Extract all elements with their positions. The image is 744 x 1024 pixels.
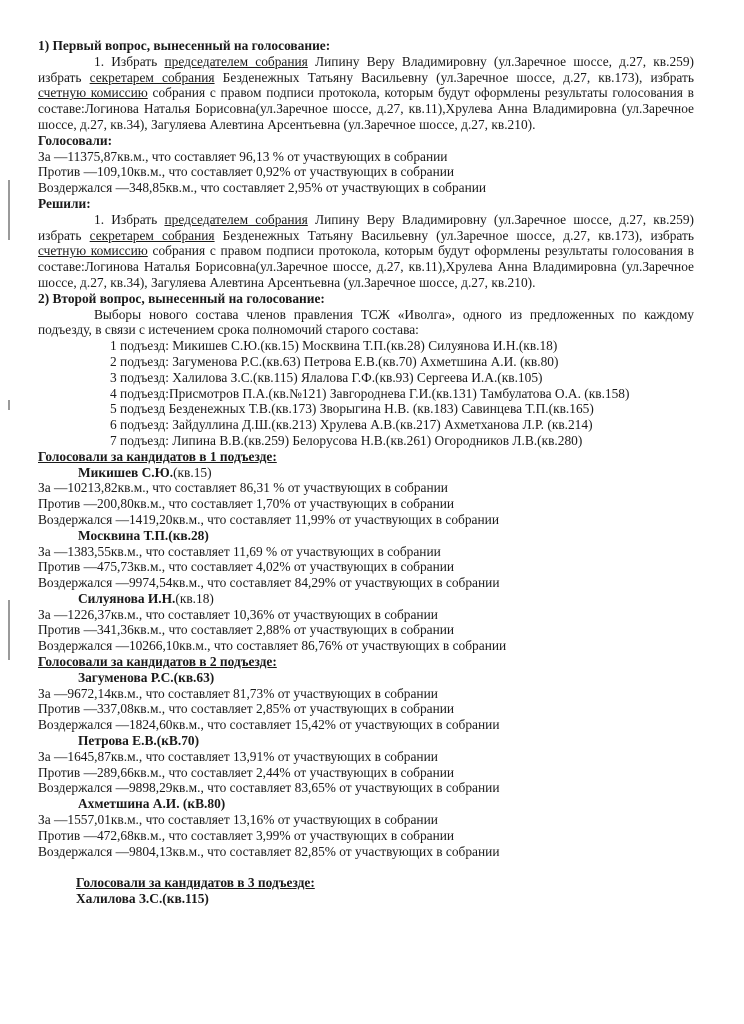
entrance-item: 4 подъезд:Присмотров П.А.(кв.№121) Завгороднева Г.И.(кв.131) Тамбулатова О.А. (кв.158) <box>110 385 630 401</box>
q1-voted-label: Голосовали: <box>38 132 113 148</box>
vote-abstain: Воздержался —9898,29кв.м., что составляет 83,65% от участвующих в собрании <box>38 780 500 796</box>
q2-heading: 2) Второй вопрос, вынесенный на голосование: <box>38 290 325 306</box>
vote-for: За —11375,87кв.м., что составляет 96,13 % от участвующих в собрании <box>38 148 448 164</box>
scan-artifact <box>8 400 10 410</box>
entrance-item: 5 подъезд Безденежных Т.В.(кв.173) Зворыгина Н.В. (кв.183) Савинцева Т.П.(кв.165) <box>110 401 594 417</box>
candidate-name: Силуянова И.Н.(кв.18) <box>78 590 214 606</box>
candidate-name: Загуменова Р.С.(кв.63) <box>78 669 215 685</box>
q1-heading: 1) Первый вопрос, вынесенный на голосование: <box>38 38 331 53</box>
vote-abstain: Воздержался —1419,20кв.м., что составляет 11,99% от участвующих в собрании <box>38 511 499 527</box>
entrance-item: 3 подъезд: Халилова З.С.(кв.115) Ялалова Г.Ф.(кв.93) Сергеева И.А.(кв.105) <box>110 369 543 385</box>
vote-against: Против —337,08кв.м., что составляет 2,85% от участвующих в собрании <box>38 701 455 717</box>
vote-for: За —1226,37кв.м., что составляет 10,36% от участвующих в собрании <box>38 606 438 622</box>
entrance-item: 2 подъезд: Загуменова Р.С.(кв.63) Петрова Е.В.(кв.70) Ахметшина А.И. (кв.80) <box>110 353 559 369</box>
candidate-name: Петрова Е.В.(кВ.70) <box>78 733 200 749</box>
scan-artifact <box>8 600 10 660</box>
vote-against: Против —289,66кв.м., что составляет 2,44% от участвующих в собрании <box>38 764 455 780</box>
vote-for: За —9672,14кв.м., что составляет 81,73% от участвующих в собрании <box>38 685 438 701</box>
vote-for: За —10213,82кв.м., что составляет 86,31 % от участвующих в собрании <box>38 480 448 496</box>
vote-abstain: Воздержался —348,85кв.м., что составляет 2,95% от участвующих в собрании <box>38 180 487 196</box>
entrance-item: 6 подъезд: Зайдуллина Д.Ш.(кв.213) Хрулева А.В.(кв.217) Ахметханова Л.Р. (кв.214) <box>110 417 593 433</box>
vote-against: Против —472,68кв.м., что составляет 3,99% от участвующих в собрании <box>38 827 455 843</box>
scan-artifact <box>8 180 10 240</box>
group3-heading: Голосовали за кандидатов в 3 подъезде: <box>76 875 315 891</box>
group1-heading: Голосовали за кандидатов в 1 подъезде: <box>38 448 277 464</box>
q2-intro: Выборы нового состава членов правления ТСЖ «Иволга», одного из предложенных по каждому подъезду, в связи с истечением срока полномочий старого состава: <box>38 306 694 338</box>
q1-decision: 1. Избрать председателем собрания Липину Веру Владимировну (ул.Заречное шоссе, д.27, кв.259) избрать секретарем собрания Безденежных Татьяну Васильевну (ул.Заречное шоссе, д.27, кв.173), избрать счетную комиссию собрания с правом подписи протокола, которым будут оформлены результаты голосования в составе:Логинова Наталья Борисовна(ул.Заречное шоссе, д.27, кв.11),Хрулева Анна Владимировна (ул.Заречное шоссе, д.27, кв.34), Загуляева Алевтина Арсентьевна (ул.Заречное шоссе, д.27, кв.210). <box>38 211 694 290</box>
vote-against: Против —200,80кв.м., что составляет 1,70% от участвующих в собрании <box>38 496 455 512</box>
vote-against: Против —475,73кв.м., что составляет 4,02% от участвующих в собрании <box>38 559 455 575</box>
entrance-list <box>38 338 694 449</box>
vote-for: За —1383,55кв.м., что составляет 11,69 % от участвующих в собрании <box>38 543 441 559</box>
group2-heading: Голосовали за кандидатов в 2 подъезде: <box>38 654 277 670</box>
candidate-name: Ахметшина А.И. (кВ.80) <box>78 796 226 812</box>
protocol-page <box>38 38 694 907</box>
q1-decided-label: Решили: <box>38 195 91 211</box>
vote-against: Против —341,36кв.м., что составляет 2,88% от участвующих в собрании <box>38 622 455 638</box>
entrance-item: 1 подъезд: Микишев С.Ю.(кв.15) Москвина Т.П.(кв.28) Силуянова И.Н.(кв.18) <box>110 338 558 354</box>
candidate-name: Москвина Т.П.(кв.28) <box>78 527 209 543</box>
vote-against: Против —109,10кв.м., что составляет 0,92% от участвующих в собрании <box>38 164 455 180</box>
candidate-name: Халилова З.С.(кв.115) <box>76 891 209 907</box>
vote-abstain: Воздержался —9804,13кв.м., что составляет 82,85% от участвующих в собрании <box>38 843 500 859</box>
spacer <box>38 859 694 875</box>
q1-proposal: 1. Избрать председателем собрания Липину Веру Владимировну (ул.Заречное шоссе, д.27, кв.259) избрать секретарем собрания Безденежных Татьяну Васильевну (ул.Заречное шоссе, д.27, кв.173), избрать счетную комиссию собрания с правом подписи протокола, которым будут оформлены результаты голосования в составе:Логинова Наталья Борисовна(ул.Заречное шоссе, д.27, кв.11),Хрулева Анна Владимировна (ул.Заречное шоссе, д.27, кв.34), Загуляева Алевтина Арсентьевна (ул.Заречное шоссе, д.27, кв.210). <box>38 53 694 132</box>
candidate-name: Микишев С.Ю.(кв.15) <box>78 464 212 480</box>
vote-abstain: Воздержался —10266,10кв.м., что составляет 86,76% от участвующих в собрании <box>38 638 507 654</box>
vote-abstain: Воздержался —9974,54кв.м., что составляет 84,29% от участвующих в собрании <box>38 575 500 591</box>
vote-for: За —1645,87кв.м., что составляет 13,91% от участвующих в собрании <box>38 748 438 764</box>
vote-for: За —1557,01кв.м., что составляет 13,16% от участвующих в собрании <box>38 812 438 828</box>
vote-abstain: Воздержался —1824,60кв.м., что составляет 15,42% от участвующих в собрании <box>38 717 500 733</box>
entrance-item: 7 подъезд: Липина В.В.(кв.259) Белорусова Н.В.(кв.261) Огородников Л.В.(кв.280) <box>110 432 583 448</box>
